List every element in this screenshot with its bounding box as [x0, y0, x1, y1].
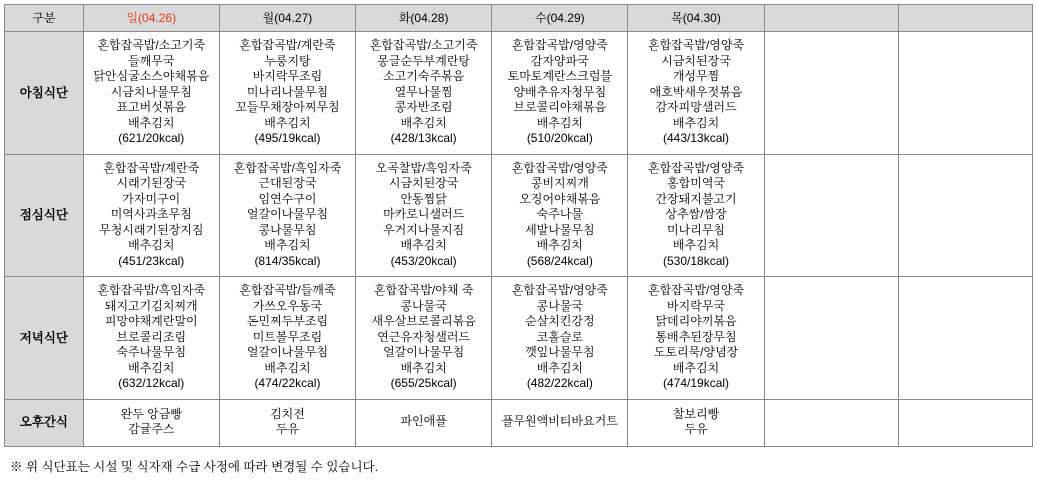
menu-item: 안동찜닭 — [400, 191, 447, 206]
menu-item: 배추김치 — [400, 238, 447, 252]
menu-cell — [492, 277, 628, 400]
menu-item: 배추김치 — [672, 115, 720, 130]
menu-item: 닭안심굴소스야채볶음 — [93, 69, 210, 83]
header-cell-day-5: 목(04.30) — [628, 5, 764, 32]
menu-item: 브로콜리조림 — [116, 329, 187, 344]
menu-item: 순살치킨강정 — [525, 314, 595, 328]
menu-item: 돼지고기김치찌개 — [104, 298, 198, 313]
menu-item: 혼합잡곡밥/영양죽 — [647, 283, 745, 297]
row-label-1: 아침식단 — [5, 32, 84, 155]
menu-item: 미트볼무조림 — [252, 329, 323, 344]
menu-item: 세발나물무침 — [525, 222, 595, 237]
menu-cell-lines — [220, 400, 355, 446]
menu-item: 혼합잡곡밥/영양죽 — [511, 283, 608, 297]
empty-cell — [898, 277, 1032, 400]
menu-cell-lines — [84, 155, 219, 277]
menu-cell — [356, 154, 492, 277]
menu-item: (568/24kcal) — [526, 253, 593, 268]
menu-item: 혼합잡곡밥/야채 죽 — [373, 283, 474, 297]
menu-item: 혼합잡곡밥/영양죽 — [647, 160, 745, 175]
menu-cell — [83, 277, 219, 400]
row-label-3: 저녁식단 — [5, 277, 84, 400]
menu-item: 가쓰오우동국 — [252, 298, 323, 313]
menu-cell-lines — [492, 277, 627, 399]
menu-cell — [219, 399, 355, 446]
header-row — [5, 5, 1033, 32]
menu-item: 김치전 — [270, 406, 305, 421]
header-cell-blank-2 — [898, 5, 1032, 32]
row-label-4: 오후간식 — [5, 399, 84, 446]
menu-item: 바지락무조림 — [252, 69, 323, 83]
menu-item: 플무원액비티바요거트 — [501, 414, 618, 429]
menu-item: (482/22kcal) — [526, 376, 593, 390]
header-cell-day-4: 수(04.29) — [492, 5, 628, 32]
menu-item: 콩나물국 — [536, 298, 584, 313]
menu-cell-lines — [220, 155, 355, 277]
row-label-2: 점심식단 — [5, 154, 84, 277]
menu-cell-lines — [356, 155, 491, 277]
menu-item: (621/20kcal) — [118, 131, 185, 145]
menu-item: 들깨무국 — [128, 53, 175, 68]
menu-cell — [492, 154, 628, 277]
menu-item: 혼합잡곡밥/소고기죽 — [97, 38, 206, 52]
menu-item: 누룽지탕 — [264, 53, 311, 68]
menu-item: 통배추된장무침 — [655, 329, 737, 344]
menu-cell — [492, 32, 628, 155]
menu-item: 오징어야채볶음 — [519, 191, 601, 206]
menu-item: (655/25kcal) — [390, 376, 457, 390]
menu-item: 얼갈이나물무침 — [246, 345, 329, 359]
menu-item: 몽글순두부계란탕 — [377, 53, 471, 68]
menu-item: (451/23kcal) — [118, 253, 185, 268]
menu-cell — [83, 154, 219, 277]
menu-item: (495/19kcal) — [254, 131, 321, 145]
menu-item: 닭데리야끼볶음 — [655, 314, 737, 328]
menu-item: 개성무찜 — [672, 69, 720, 83]
menu-cell — [83, 32, 219, 155]
menu-item: 혼합잡곡밥/영양죽 — [647, 38, 745, 52]
empty-cell — [764, 32, 898, 155]
menu-item: 숙주나물 — [536, 207, 584, 221]
table-body — [5, 32, 1033, 447]
menu-item: 바지락무국 — [667, 298, 726, 313]
menu-cell-lines — [220, 32, 355, 154]
header-cell-label: 구분 — [5, 5, 84, 32]
menu-item: 완두 앙금빵 — [120, 406, 182, 421]
menu-item: 배추김치 — [264, 360, 311, 375]
menu-item: 혼합잡곡밥/흑임자죽 — [97, 283, 206, 297]
menu-item: 감자양파국 — [530, 53, 589, 68]
menu-cell — [219, 32, 355, 155]
menu-cell — [356, 399, 492, 446]
table-row — [5, 32, 1033, 155]
menu-item: 배추김치 — [264, 238, 311, 252]
menu-item: 소고기숙주볶음 — [383, 69, 465, 83]
menu-item: 혼합잡곡밥/계란죽 — [103, 160, 200, 175]
menu-item: 애호박새우젓볶음 — [649, 84, 743, 99]
menu-item: 홍합미역국 — [667, 176, 726, 190]
menu-item: (453/20kcal) — [390, 253, 457, 268]
menu-item: (428/13kcal) — [390, 131, 457, 145]
menu-item: (474/19kcal) — [663, 376, 730, 390]
menu-item: 시금치된장국 — [388, 176, 459, 190]
menu-cell — [628, 399, 764, 446]
menu-item: 미나리나물무침 — [246, 84, 329, 99]
menu-item: 혼합잡곡밥/흑임자죽 — [233, 160, 342, 175]
menu-item: 혼합잡곡밥/영양죽 — [511, 38, 608, 52]
empty-cell — [898, 154, 1032, 277]
menu-cell — [492, 399, 628, 446]
menu-item: 미나리무침 — [667, 222, 726, 237]
menu-item: 콩자반조림 — [394, 100, 453, 114]
menu-cell — [83, 399, 219, 446]
menu-item: 배추김치 — [264, 115, 311, 130]
footnote: ※ 위 식단표는 시설 및 식자재 수급 사정에 따라 변경될 수 있습니다. — [10, 459, 379, 474]
menu-cell-lines — [628, 400, 763, 446]
menu-item: 배추김치 — [128, 360, 175, 375]
menu-cell-lines — [356, 32, 491, 154]
menu-item: 브로콜리야채볶음 — [513, 100, 607, 114]
menu-item: 간장돼지불고기 — [655, 191, 737, 206]
menu-item: 양배추유자청무침 — [513, 84, 607, 99]
menu-item: 배추김치 — [672, 360, 720, 375]
menu-item: 새우살브로콜리볶음 — [371, 314, 476, 328]
menu-cell-lines — [492, 407, 627, 438]
menu-item: 우거지나물지짐 — [383, 222, 465, 237]
menu-item: 시래기된장국 — [116, 176, 187, 190]
menu-item: 배추김치 — [400, 115, 447, 130]
menu-cell — [219, 277, 355, 400]
menu-item: 콩비지찌개 — [530, 176, 589, 190]
menu-item: 미역사과초무침 — [110, 207, 192, 221]
menu-item: 배추김치 — [536, 115, 584, 130]
menu-item: 임연수구이 — [258, 191, 317, 206]
menu-item: 두유 — [684, 422, 708, 436]
header-cell-day-3: 화(04.28) — [356, 5, 492, 32]
empty-cell — [898, 32, 1032, 155]
menu-cell — [356, 32, 492, 155]
menu-cell — [628, 154, 764, 277]
menu-item: (510/20kcal) — [526, 131, 593, 145]
menu-item: 마카로니샐러드 — [383, 207, 465, 221]
menu-item: 시금치나물무침 — [110, 84, 192, 99]
menu-item: (443/13kcal) — [663, 131, 730, 145]
menu-cell-lines — [628, 277, 763, 399]
menu-item: 혼합잡곡밥/영양죽 — [511, 160, 608, 175]
menu-cell-lines — [356, 277, 491, 399]
menu-cell-lines — [492, 32, 627, 154]
menu-item: 두유 — [275, 422, 300, 436]
menu-item: (632/12kcal) — [118, 376, 185, 390]
menu-item: 표고버섯볶음 — [116, 100, 187, 114]
menu-cell-lines — [84, 400, 219, 446]
menu-item: 깻잎나물무침 — [525, 345, 595, 359]
menu-item: 배추김치 — [128, 115, 175, 130]
menu-item: 토마토계란스크럼블 — [507, 69, 613, 83]
menu-cell — [628, 32, 764, 155]
menu-item: 배추김치 — [536, 360, 584, 375]
menu-item: 상추쌈/쌈장 — [665, 207, 727, 221]
table-row — [5, 277, 1033, 400]
menu-cell — [628, 277, 764, 400]
menu-cell-lines — [84, 32, 219, 154]
menu-item: 혼합잡곡밥/들깨죽 — [239, 283, 336, 297]
menu-item: 배추김치 — [128, 238, 175, 252]
menu-item: 배추김치 — [400, 360, 447, 375]
menu-item: 찰보리빵 — [672, 406, 720, 421]
menu-item: 파인애플 — [400, 414, 447, 429]
table-row — [5, 154, 1033, 277]
menu-item: 오곡찰밥/흑임자죽 — [375, 160, 472, 175]
menu-item: 열무나물찜 — [394, 84, 453, 99]
menu-item: 콩나물국 — [400, 298, 447, 313]
menu-item: 숙주나물무침 — [116, 345, 187, 359]
header-cell-blank-1 — [764, 5, 898, 32]
menu-item: 얼갈이나물무침 — [383, 345, 465, 359]
menu-item: 근대된장국 — [258, 176, 317, 190]
menu-item: 시금치된장국 — [661, 53, 731, 68]
empty-cell — [898, 399, 1032, 446]
menu-item: 콩나물무침 — [258, 222, 317, 237]
menu-item: 연근유자청샐러드 — [377, 329, 471, 344]
menu-item: 코홀슬로 — [536, 329, 584, 344]
header-cell-day-2: 월(04.27) — [219, 5, 355, 32]
menu-item: (530/18kcal) — [663, 253, 730, 268]
menu-item: 감귤주스 — [128, 422, 175, 436]
empty-cell — [764, 154, 898, 277]
menu-item: 돈민찌두부조림 — [246, 314, 329, 328]
menu-item: 꼬들무채장아찌무침 — [235, 100, 340, 114]
menu-cell-lines — [356, 407, 491, 438]
menu-item: 혼합잡곡밥/소고기죽 — [369, 38, 478, 52]
menu-item: 가자미구이 — [122, 191, 181, 206]
empty-cell — [764, 277, 898, 400]
menu-cell — [356, 277, 492, 400]
menu-item: 피망야채계란말이 — [104, 314, 198, 328]
header-cell-day-1: 일(04.26) — [83, 5, 219, 32]
menu-item: 배추김치 — [536, 238, 584, 252]
menu-item: (814/35kcal) — [254, 253, 321, 268]
menu-item: 감자피망샐러드 — [655, 100, 737, 114]
menu-item: 무청시래기된장지짐 — [99, 222, 204, 237]
menu-cell — [219, 154, 355, 277]
menu-item: 얼갈이나물무침 — [246, 207, 329, 221]
menu-item: (474/22kcal) — [254, 376, 321, 390]
menu-item: 혼합잡곡밥/계란죽 — [239, 38, 336, 52]
menu-cell-lines — [84, 277, 219, 399]
menu-item: 도토리묵/양념장 — [653, 345, 739, 359]
menu-cell-lines — [628, 32, 763, 154]
menu-item: 배추김치 — [672, 238, 720, 252]
weekly-menu-table — [4, 4, 1033, 447]
table-row — [5, 399, 1033, 446]
menu-cell-lines — [220, 277, 355, 399]
menu-cell-lines — [492, 155, 627, 277]
table-header — [5, 5, 1033, 32]
empty-cell — [764, 399, 898, 446]
menu-cell-lines — [628, 155, 763, 277]
